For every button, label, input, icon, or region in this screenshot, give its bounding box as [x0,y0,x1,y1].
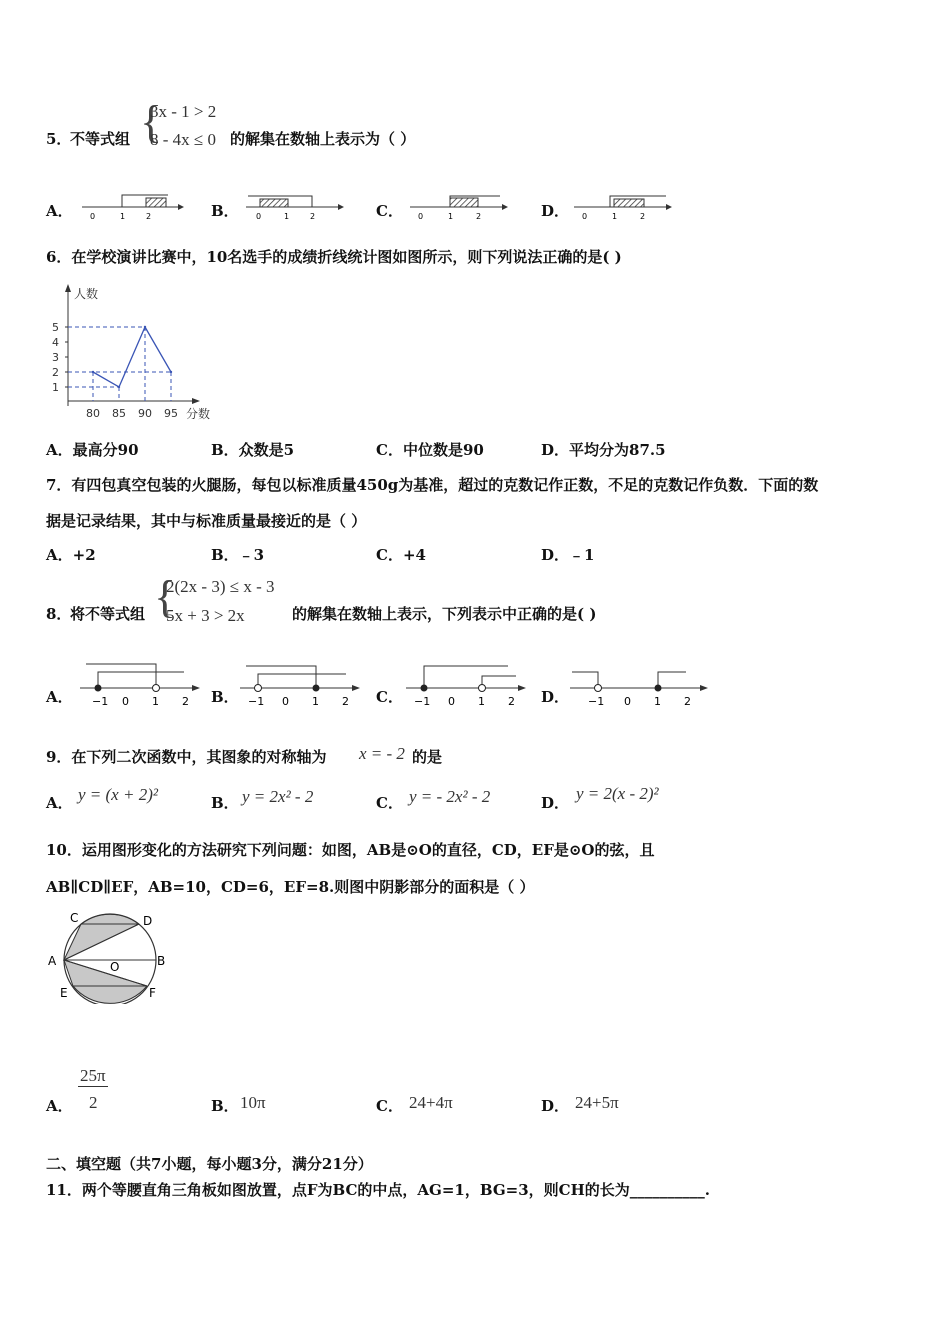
q10-label-e: E [60,986,68,1000]
q7-option-c[interactable]: C．+4 [376,546,426,564]
q8-c-tick: 1 [478,695,485,708]
q5-ineq1: 3x - 1 > 2 [150,102,217,121]
q10-line1: 10．运用图形变化的方法研究下列问题：如图，AB是⊙O的直径，CD，EF是⊙O的弦，且 [46,841,655,859]
q5-option-c-label[interactable]: C． [376,202,403,220]
q6-option-c[interactable]: C．中位数是90 [376,441,484,459]
q7-option-d[interactable]: D．﹣1 [541,546,595,564]
q9-option-d-label[interactable]: D． [541,794,570,812]
q5-ineq2: 8 - 4x ≤ 0 [150,130,216,149]
q8-b-tick: 0 [282,695,289,708]
q8-option-d-label[interactable]: D． [541,688,570,706]
q5-b-tick: 2 [310,212,316,221]
q10-option-d-value[interactable]: 24+5π [575,1093,619,1112]
q8-d-tick: −1 [588,695,605,708]
q8-c-tick: 2 [508,695,515,708]
q8-prefix: 将不等式组 [70,605,146,623]
q5-option-d-label[interactable]: D． [541,202,570,220]
q5-option-b-label[interactable]: B． [211,202,239,220]
q8-suffix: 的解集在数轴上表示，下列表示中正确的是( ) [292,605,597,623]
q6-ytick-label: 1 [52,381,59,394]
q9-option-d-formula[interactable]: y = 2(x - 2)² [576,784,659,803]
q6-option-d[interactable]: D．平均分为87.5 [541,441,666,459]
q5-prefix: 不等式组 [70,130,131,148]
q10-label-o: O [110,960,120,974]
q8-option-d-numberline[interactable] [566,658,716,710]
q10-option-a-numerator[interactable]: 25π [80,1066,106,1085]
q8-a-tick: 0 [122,695,129,708]
q7-option-b[interactable]: B．﹣3 [211,546,265,564]
q9-option-b-formula[interactable]: y = 2x² - 2 [242,787,314,806]
q9-suffix: 的是 [412,748,443,766]
q5-b-tick: 1 [284,212,290,221]
q5-option-b-numberline[interactable] [242,192,352,222]
q8-d-tick: 2 [684,695,691,708]
q6-xtick-label: 95 [164,407,178,420]
q7-line1: 7．有四包真空包装的火腿肠，每包以标准质量450g为基准，超过的克数记作正数，不足的克数记作负数．下面的数 [46,476,819,494]
q8-b-tick: 2 [342,695,349,708]
q10-option-b-value[interactable]: 10π [240,1093,266,1112]
q8-brace: { [154,571,177,622]
q5-number: 5． [46,130,72,148]
q8-b-tick: −1 [248,695,265,708]
q10-label-b: B [157,954,166,968]
q8-option-c-numberline[interactable] [402,658,532,710]
section-2-title: 二、填空题（共7小题，每小题3分，满分21分） [46,1155,373,1173]
q8-a-tick: −1 [92,695,109,708]
q10-option-a-label[interactable]: A． [46,1097,73,1115]
q8-number: 8． [46,605,72,623]
q6-series-line [93,327,171,387]
q9-option-a-label[interactable]: A． [46,794,73,812]
q6-ylabel: 人数 [74,287,99,301]
q6-xtick-label: 80 [86,407,100,420]
q5-d-tick: 2 [640,212,646,221]
q10-option-b-label[interactable]: B． [211,1097,239,1115]
q8-c-tick: −1 [414,695,431,708]
q7-option-a[interactable]: A．+2 [46,546,96,564]
q5-a-tick: 0 [90,212,96,221]
q10-label-f: F [149,986,156,1000]
q9-prefix: 9．在下列二次函数中，其图象的对称轴为 [46,748,327,766]
q5-d-tick: 1 [612,212,618,221]
q5-option-d-numberline[interactable] [570,192,680,222]
q5-option-a-label[interactable]: A． [46,202,73,220]
q5-suffix: 的解集在数轴上表示为（ ） [230,130,416,148]
q8-ineq2: 5x + 3 > 2x [166,606,245,625]
q5-c-tick: 1 [448,212,454,221]
q8-a-tick: 2 [182,695,189,708]
q5-c-tick: 0 [418,212,424,221]
q10-label-a: A [48,954,57,968]
q8-option-b-numberline[interactable] [236,658,366,710]
q10-option-a-denominator[interactable]: 2 [89,1093,98,1112]
q8-a-tick: 1 [152,695,159,708]
q6-line-chart [46,282,226,424]
q6-text: 6．在学校演讲比赛中，10名选手的成绩折线统计图如图所示，则下列说法正确的是( ) [46,248,622,266]
q5-brace: { [140,96,163,147]
q9-option-b-label[interactable]: B． [211,794,239,812]
q10-option-c-value[interactable]: 24+4π [409,1093,453,1112]
q8-ineq1: 2(2x - 3) ≤ x - 3 [166,577,275,596]
q10-circle-figure [44,908,174,1004]
q5-a-tick: 2 [146,212,152,221]
q8-option-b-label[interactable]: B． [211,688,239,706]
q11-text: 11．两个等腰直角三角板如图放置，点F为BC的中点，AG=1，BG=3，则CH的长为__________. [46,1181,710,1199]
q5-a-tick: 1 [120,212,126,221]
q6-option-b[interactable]: B．众数是5 [211,441,295,459]
q9-option-c-label[interactable]: C． [376,794,403,812]
q6-ytick-label: 3 [52,351,59,364]
q6-ytick-label: 2 [52,366,59,379]
q6-ytick-label: 5 [52,321,59,334]
q10-line2: AB∥CD∥EF，AB=10，CD=6，EF=8.则图中阴影部分的面积是（ ） [46,878,535,896]
q10-label-d: D [143,914,153,928]
q5-option-c-numberline[interactable] [406,192,516,222]
q10-label-c: C [70,911,79,925]
q6-xtick-label: 90 [138,407,152,420]
q8-d-tick: 0 [624,695,631,708]
q10-option-c-label[interactable]: C． [376,1097,403,1115]
q10-option-d-label[interactable]: D． [541,1097,570,1115]
q7-line2: 据是记录结果，其中与标准质量最接近的是（ ） [46,512,367,530]
q6-xlabel: 分数 [186,407,211,421]
q8-c-tick: 0 [448,695,455,708]
q8-b-tick: 1 [312,695,319,708]
q6-ytick-label: 4 [52,336,59,349]
q8-option-c-label[interactable]: C． [376,688,403,706]
q6-option-a[interactable]: A．最高分90 [46,441,139,459]
q5-b-tick: 0 [256,212,262,221]
q8-d-tick: 1 [654,695,661,708]
q9-axis: x = - 2 [359,744,405,763]
q6-xtick-label: 85 [112,407,126,420]
q5-c-tick: 2 [476,212,482,221]
q9-option-a-formula[interactable]: y = (x + 2)² [78,785,158,804]
q8-option-a-numberline[interactable] [76,658,206,710]
q8-option-a-label[interactable]: A． [46,688,73,706]
q9-option-c-formula[interactable]: y = - 2x² - 2 [409,787,491,806]
q5-d-tick: 0 [582,212,588,221]
q5-option-a-numberline[interactable] [78,192,188,222]
